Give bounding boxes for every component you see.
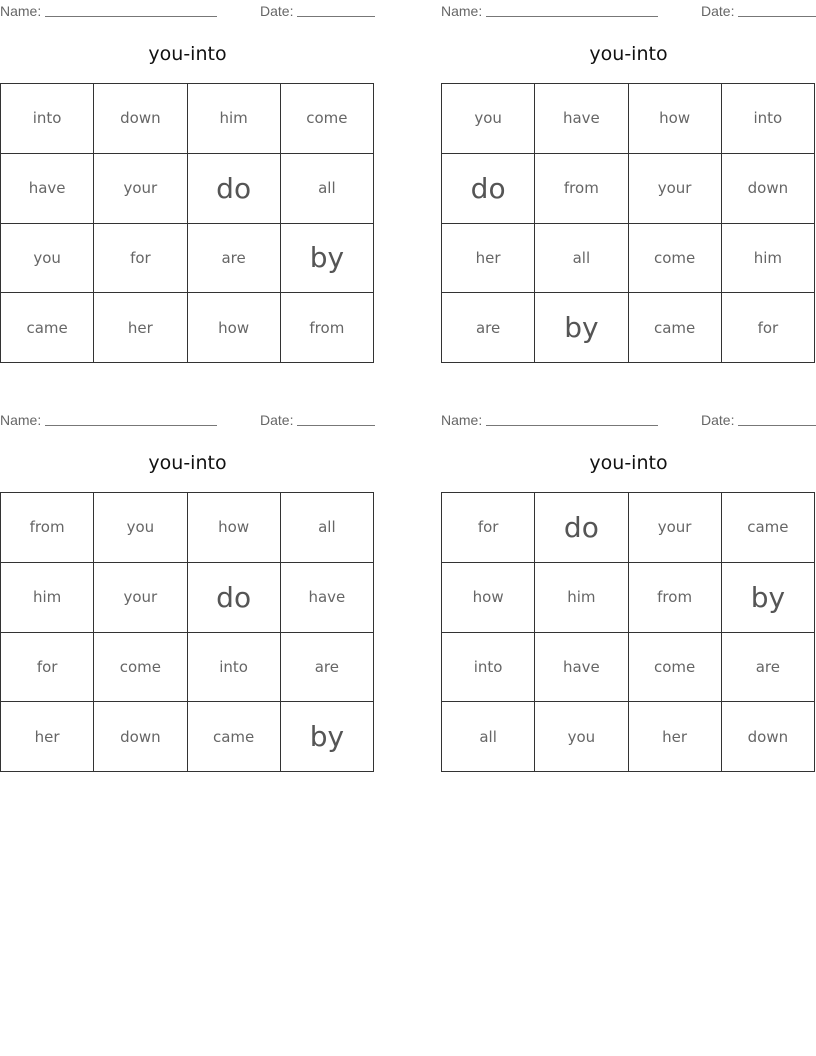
bingo-grid: [441, 492, 815, 772]
bingo-cell: her: [629, 702, 722, 772]
date-label: Date:: [701, 3, 735, 19]
bingo-cell: by: [281, 702, 374, 772]
bingo-cell: down: [94, 84, 187, 154]
bingo-grid: [0, 83, 374, 363]
bingo-cell: you: [442, 84, 535, 154]
bingo-cell: how: [629, 84, 722, 154]
bingo-card: [441, 409, 816, 746]
bingo-cell: from: [535, 154, 628, 224]
bingo-cell: all: [281, 154, 374, 224]
name-field-line[interactable]: [486, 16, 658, 17]
bingo-cell: from: [281, 293, 374, 363]
bingo-cell: all: [281, 493, 374, 563]
name-field-line[interactable]: [45, 425, 217, 426]
bingo-cell: you: [94, 493, 187, 563]
bingo-cell: into: [1, 84, 94, 154]
bingo-grid: [0, 492, 374, 772]
bingo-card: [0, 0, 375, 337]
bingo-cell: do: [442, 154, 535, 224]
name-label: Name:: [441, 3, 483, 19]
bingo-cell: how: [188, 293, 281, 363]
date-field-line[interactable]: [738, 16, 816, 17]
bingo-cell: do: [188, 563, 281, 633]
date-label: Date:: [701, 412, 735, 428]
bingo-cell: came: [188, 702, 281, 772]
bingo-cell: come: [629, 633, 722, 703]
bingo-cell: him: [1, 563, 94, 633]
bingo-cell: how: [188, 493, 281, 563]
bingo-cell: her: [1, 702, 94, 772]
bingo-grid: [441, 83, 815, 363]
name-label: Name:: [0, 412, 42, 428]
bingo-cell: come: [629, 224, 722, 294]
bingo-cell: your: [629, 493, 722, 563]
bingo-cell: by: [722, 563, 815, 633]
name-field-line[interactable]: [486, 425, 658, 426]
bingo-cell: down: [94, 702, 187, 772]
bingo-card: [441, 0, 816, 345]
bingo-cell: from: [1, 493, 94, 563]
bingo-cell: for: [722, 293, 815, 363]
bingo-cell: how: [442, 563, 535, 633]
card-header: [441, 0, 816, 22]
bingo-cell: all: [442, 702, 535, 772]
card-title: you-into: [148, 452, 227, 474]
date-label: Date:: [260, 3, 294, 19]
bingo-cell: her: [94, 293, 187, 363]
bingo-cell: you: [1, 224, 94, 294]
bingo-cell: her: [442, 224, 535, 294]
bingo-cell: by: [281, 224, 374, 294]
bingo-cell: have: [535, 633, 628, 703]
bingo-cell: do: [188, 154, 281, 224]
bingo-cell: came: [1, 293, 94, 363]
card-title: you-into: [589, 43, 668, 65]
card-header: [441, 409, 816, 431]
bingo-cell: for: [442, 493, 535, 563]
bingo-cell: have: [535, 84, 628, 154]
bingo-cell: are: [188, 224, 281, 294]
bingo-cell: came: [629, 293, 722, 363]
bingo-cell: him: [535, 563, 628, 633]
bingo-cell: you: [535, 702, 628, 772]
bingo-cell: into: [188, 633, 281, 703]
bingo-cell: into: [722, 84, 815, 154]
bingo-cell: him: [188, 84, 281, 154]
bingo-cell: are: [442, 293, 535, 363]
bingo-cell: are: [722, 633, 815, 703]
date-label: Date:: [260, 412, 294, 428]
card-header: [0, 0, 375, 22]
card-title: you-into: [148, 43, 227, 65]
bingo-cell: for: [1, 633, 94, 703]
card-title: you-into: [589, 452, 668, 474]
bingo-cell: into: [442, 633, 535, 703]
bingo-cell: all: [535, 224, 628, 294]
bingo-cell: have: [281, 563, 374, 633]
bingo-cell: your: [94, 563, 187, 633]
name-label: Name:: [0, 3, 42, 19]
date-field-line[interactable]: [738, 425, 816, 426]
bingo-cell: are: [281, 633, 374, 703]
bingo-cell: him: [722, 224, 815, 294]
bingo-cell: by: [535, 293, 628, 363]
card-header: [0, 409, 375, 431]
bingo-cell: your: [94, 154, 187, 224]
bingo-cell: down: [722, 154, 815, 224]
bingo-cell: have: [1, 154, 94, 224]
bingo-cell: do: [535, 493, 628, 563]
name-field-line[interactable]: [45, 16, 217, 17]
bingo-cell: for: [94, 224, 187, 294]
bingo-card: [0, 409, 375, 754]
bingo-cell: come: [281, 84, 374, 154]
bingo-cell: from: [629, 563, 722, 633]
date-field-line[interactable]: [297, 425, 375, 426]
name-label: Name:: [441, 412, 483, 428]
date-field-line[interactable]: [297, 16, 375, 17]
bingo-cell: down: [722, 702, 815, 772]
bingo-cell: your: [629, 154, 722, 224]
bingo-cell: come: [94, 633, 187, 703]
bingo-cell: came: [722, 493, 815, 563]
